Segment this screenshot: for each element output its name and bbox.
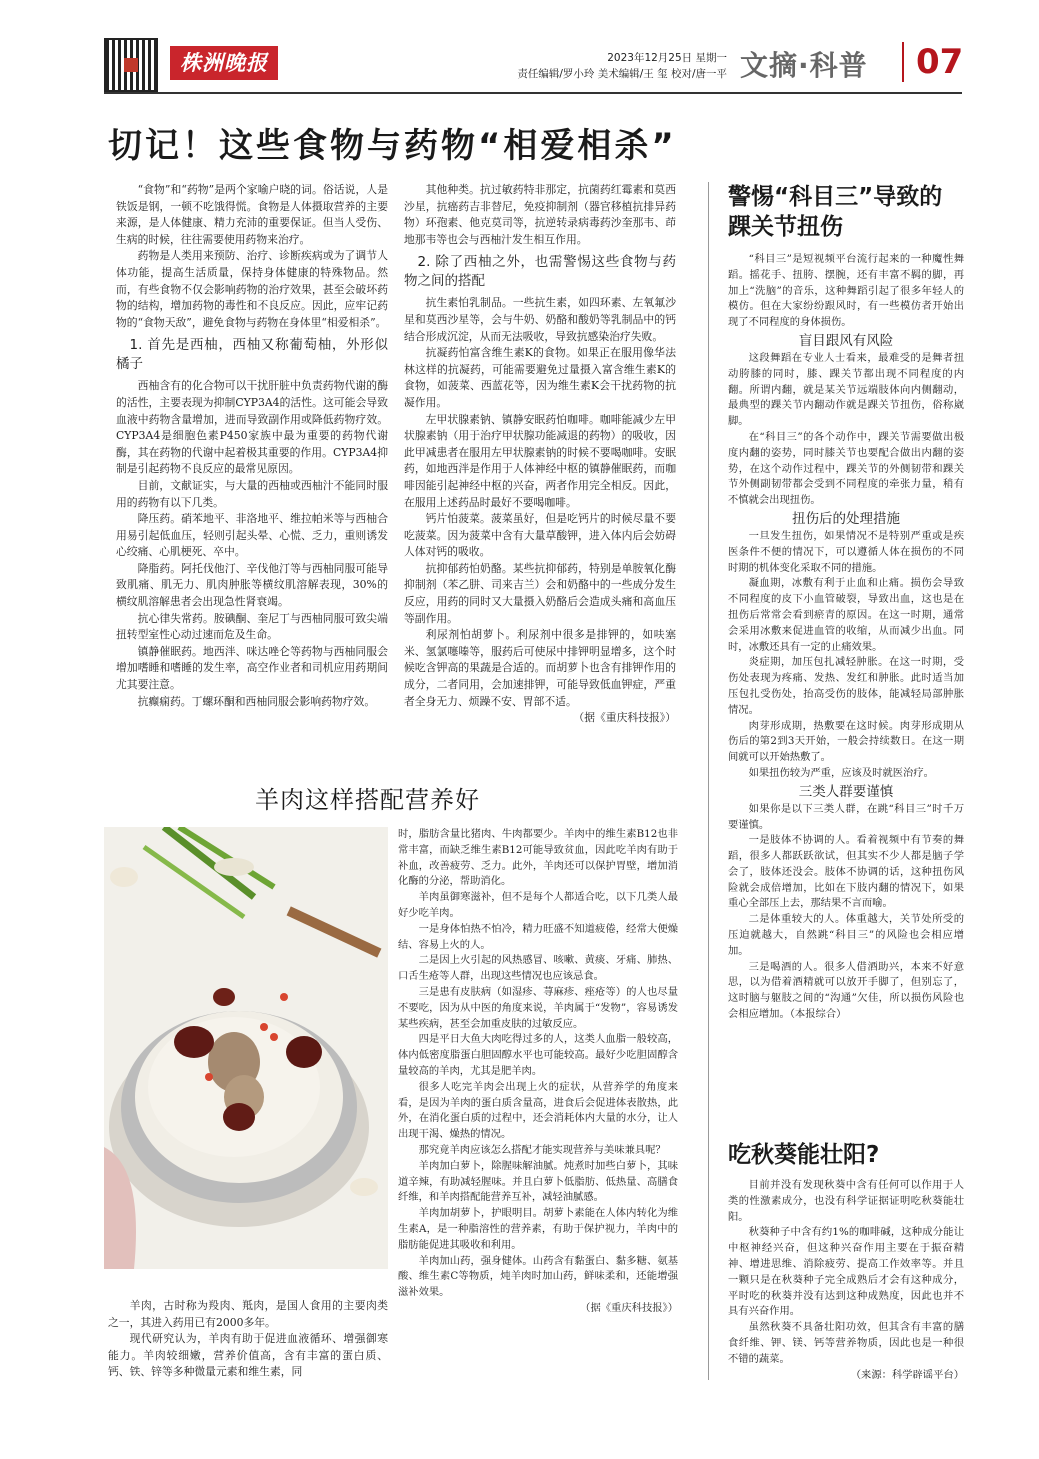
paragraph: 抗抑郁药怕奶酪。某些抗抑郁药，特别是单胺氧化酶抑制剂（苯乙肼、司来吉兰）会和奶酪中的一些成分发生反应，用药的同时又大量摄入奶酪后会造成头痛和高血压等副作用。 — [404, 561, 676, 625]
subheading: 盲目跟风有风险 — [798, 332, 894, 349]
editors-line: 责任编辑/罗小玲 美术编辑/王 玺 校对/唐一平 — [517, 68, 727, 80]
side-article-body — [728, 252, 964, 1023]
paragraph: 现代研究认为，羊肉有助于促进血液循环、增强御寒能力。羊肉较细嫩，营养价值高，含有丰富的蛋白质、钙、铁、锌等多种微量元素和维生素，同 — [108, 1332, 388, 1379]
lamb-article-right — [398, 827, 678, 1317]
paragraph: 炎症期，加压包扎减轻肿胀。在这一时期，受伤处表现为疼痛、发热、发红和肿胀。此时适当加压包扎受伤处，抬高受伤的肢体，能减轻局部肿胀情况。 — [728, 656, 964, 716]
paragraph: 羊肉加胡萝卜，护眼明目。胡萝卜素能在人体内转化为维生素A，是一种脂溶性的营养素，有助于保护视力，羊肉中的脂肪能促进其吸收和利用。 — [398, 1207, 678, 1251]
paragraph: 那究竟羊肉应该怎么搭配才能实现营养与美味兼具呢？ — [418, 1143, 666, 1156]
subheading: 扭伤后的处理措施 — [792, 510, 900, 527]
side-article-title: 警惕“科目三”导致的踝关节扭伤 — [728, 184, 943, 240]
paragraph: 目前，文献证实，与大量的西柚或西柚汁不能同时服用的药物有以下几类。 — [116, 478, 388, 509]
main-article-col2 — [404, 182, 676, 727]
lamb-soup-illustration — [104, 827, 388, 1269]
source-note: （据《重庆科技报》） — [580, 1301, 678, 1314]
main-article-title: 切记！这些食物与药物“相爱相杀” — [108, 126, 677, 166]
source-note: （据《重庆科技报》） — [573, 711, 676, 725]
main-article-col1 — [116, 182, 388, 710]
lamb-article-title: 羊肉这样搭配营养好 — [255, 786, 480, 814]
paragraph: 抗癫痫药。丁螺环酮和西柚同服会影响药物疗效。 — [137, 694, 376, 708]
paragraph: 羊肉虽御寒滋补，但不是每个人都适合吃，以下几类人最好少吃羊肉。 — [398, 891, 678, 919]
paragraph: 一旦发生扭伤，如果情况不是特别严重或是疾医条件不便的情况下，可以遵循人体在损伤的不同时期的机体变化采取不同的措施。 — [728, 529, 964, 574]
header-divider — [104, 92, 962, 94]
newspaper-logo: 株洲晚报 — [170, 46, 278, 80]
paragraph: 利尿剂怕胡萝卜。利尿剂中很多是排钾的，如呋塞米、氢氯噻嗪等，服药后可使尿中排钾明显增多，这个时候吃含钾高的果蔬是合适的。而胡萝卜也含有排钾作用的成分，二者同用，会加速排钾，可能导致低血钾症，严重者全身无力、烦躁不安、胃部不适。 — [404, 628, 676, 708]
paragraph: 目前并没有发现秋葵中含有任何可以作用于人类的性激素成分，也没有科学证据证明吃秋葵能壮阳。 — [728, 1179, 964, 1223]
paragraph: 抗凝药怕富含维生素K的食物。如果正在服用像华法林这样的抗凝药，可能需要避免过量摄入富含维生素K的食物，如菠菜、西蓝花等，因为维生素K会干扰药物的抗凝作用。 — [404, 346, 676, 409]
date-line: 2023年12月25日 星期一 — [607, 52, 727, 64]
paragraph: 时，脂肪含量比猪肉、牛肉都要少。羊肉中的维生素B12也非常丰富，而缺乏维生素B12可能导致贫血，因此吃羊肉有助于补血，改善疲劳、乏力。此外，羊肉还可以保护胃壁，增加消化酶的分泌，帮助消化。 — [398, 828, 678, 888]
paragraph: 在“科目三”的各个动作中，踝关节需要做出极度内翻的姿势，同时膝关节也要配合做出内翻的姿势，在这个动作过程中，踝关节的外侧韧带和踝关节外侧副韧带都会受到不同程度的牵张力量，稍有不慎就会出现扭伤。 — [728, 430, 964, 507]
paragraph: 一是身体怕热不怕冷，精力旺盛不知道疲倦，经常大便燥结、容易上火的人。 — [398, 922, 678, 951]
paragraph: 羊肉加白萝卜，除腥味解油腻。炖煮时加些白萝卜，其味道辛辣，有助减轻腥味。并且白萝卜低脂肪、低热量、高膳食纤维，和羊肉搭配能营养互补，减轻油腻感。 — [398, 1159, 678, 1204]
lamb-article-left — [108, 1298, 388, 1381]
column-divider — [708, 182, 709, 1380]
paragraph: 三是患有皮肤病（如湿疹、荨麻疹、痤疮等）的人也尽量不要吃，因为从中医的角度来说，羊肉属于“发物”，容易诱发某些疾病，甚至会加重皮肤的过敏反应。 — [398, 985, 678, 1030]
subheading: 1. 首先是西柚，西柚又称葡萄柚，外形似橘子 — [116, 337, 388, 373]
source-note: （来源：科学辟谣平台） — [850, 1368, 964, 1381]
paragraph: 四是平日大鱼大肉吃得过多的人，这类人血脂一般较高，体内低密度脂蛋白胆固醇水平也可能较高。最好少吃胆固醇含量较高的羊肉，尤其是肥羊肉。 — [398, 1033, 678, 1077]
paragraph: 羊肉，古时称为羖肉、羝肉，是国人食用的主要肉类之一，其进入药用已有2000多年。 — [108, 1299, 388, 1329]
paragraph: 药物是人类用来预防、治疗、诊断疾病或为了调节人体功能，提高生活质量，保持身体健康的特殊物品。然而，有些食物不仅会影响药物的治疗效果，甚至会破坏药物的结构，增加药物的毒性和不良反应。因此，应牢记药物的“食物天敌”，避免食物与药物在身体里“相爱相杀”。 — [116, 249, 388, 329]
paragraph: 降脂药。阿托伐他汀、辛伐他汀等与西柚同服可能导致肌痛、肌无力、肌肉肿胀等横纹肌溶解表现，30%的横纹肌溶解患者会出现急性肾衰竭。 — [116, 561, 388, 609]
paragraph: 钙片怕菠菜。菠菜虽好，但是吃钙片的时候尽量不要吃菠菜。因为菠菜中含有大量草酸钾，进入体内后会妨碍人体对钙的吸收。 — [404, 512, 676, 559]
paragraph: 如果扭伤较为严重，应该及时就医治疗。 — [748, 766, 934, 779]
paragraph: 很多人吃完羊肉会出现上火的症状，从营养学的角度来看，是因为羊肉的蛋白质含量高，进食后会促进体表散热，此外，在消化蛋白质的过程中，还会消耗体内大量的水分，让人出现干渴、燥热的情况。 — [398, 1080, 678, 1141]
paragraph: 羊肉加山药，强身健体。山药含有黏蛋白、黏多糖、氨基酸、维生素C等物质，炖羊肉时加山药，鲜味柔和，还能增强滋补效果。 — [398, 1254, 678, 1299]
paragraph: “食物”和“药物”是两个家喻户晓的词。俗话说，人是铁饭是钢，一顿不吃饿得慌。食物是人体摄取营养的主要来源，是人体健康、精力充沛的重要保证。但当人受伤、生病的时候，往往需要使用药物来治疗。 — [116, 183, 388, 246]
paragraph: 二是体重较大的人。体重越大，关节处所受的压迫就越大，自然跳“科目三”的风险也会相应增加。 — [728, 913, 964, 957]
paragraph: 如果你是以下三类人群，在跳“科目三”时千万要谨慎。 — [728, 802, 964, 831]
subheading: 2. 除了西柚之外，也需警惕这些食物与药物之间的搭配 — [404, 254, 676, 290]
paragraph: 虽然秋葵不具备壮阳功效，但其含有丰富的膳食纤维、钾、镁、钙等营养物质，因此也是一种很不错的蔬菜。 — [728, 1321, 964, 1365]
page-number: 07 — [902, 42, 963, 82]
paragraph: 秋葵种子中含有约1%的咖啡碱，这种成分能让中枢神经兴奋，但这种兴奋作用主要在于振奋精神、增进思维、消除疲劳、提高工作效率等。并且一颗只是在秋葵种子完全成熟后才会有这种成分，平时吃的秋葵并没有达到这种成熟度，因此也并不具有兴奋作用。 — [728, 1226, 964, 1318]
lamb-soup-photo — [104, 827, 388, 1269]
paragraph: 左甲状腺素钠、镇静安眠药怕咖啡。咖啡能减少左甲状腺素钠（用于治疗甲状腺功能减退的药物）的吸收，因此甲减患者在服用左甲状腺素钠的时候不要喝咖啡。安眠药，如地西泮是作用于人体神经中枢的镇静催眠药，而咖啡因能引起神经中枢的兴奋，两者作用完全相反。因此，在服用上述药品时最好不要喝咖啡。 — [404, 412, 676, 509]
paragraph: 三是喝酒的人。很多人借酒助兴，本来不好意思，以为借着酒精就可以放开手脚了，但别忘了，这时脑与躯肢之间的“沟通”欠佳，所以损伤风险也会相应增加。（本报综合） — [728, 960, 964, 1021]
paragraph: 其他种类。抗过敏药特非那定，抗菌药红霉素和莫西沙星，抗癌药吉非替尼，免疫抑制剂（器官移植抗排异药物）环孢素、他克莫司等，抗逆转录病毒药沙奎那韦、茚地那韦等也会与西柚汁发生相互作用。 — [404, 183, 676, 246]
okra-article-title: 吃秋葵能壮阳? — [728, 1142, 880, 1168]
section-title: 文摘·科普 — [740, 49, 868, 82]
paragraph: “科目三”是短视频平台流行起来的一种魔性舞蹈。摇花手、扭胯、摆腕，还有丰富不羁的脚，再加上“洗脑”的音乐，这种舞蹈引起了很多年轻人的模仿。但在大家纷纷跟风时，有一些模仿者开始出现了不同程度的身体损伤。 — [728, 253, 964, 329]
paragraph: 一是肢体不协调的人。看着视频中有节奏的舞蹈，很多人都跃跃欲试，但其实不少人都是脑子学会了，肢体还没会。肢体不协调的话，这种扭伤风险就会成倍增加，比如在下肢内翻的情况下，如果重心全部压上去，那结果不言而喻。 — [728, 834, 964, 910]
header-meta — [517, 50, 727, 82]
okra-article-body — [728, 1178, 964, 1383]
paragraph: 镇静催眠药。地西泮、咪达唑仑等药物与西柚同服会增加嗜睡和嗜睡的发生率，高空作业者和司机应用药期间尤其要注意。 — [116, 644, 388, 692]
paragraph: 抗心律失常药。胺碘酮、奎尼丁与西柚同服可致尖端扭转型室性心动过速而危及生命。 — [116, 611, 388, 642]
subheading: 三类人群要谨慎 — [798, 783, 894, 800]
paragraph: 抗生素怕乳制品。一些抗生素，如四环素、左氧氟沙星和莫西沙星等，会与牛奶、奶酪和酸奶等乳制品中的钙结合形成沉淀，从而无法吸收，导致抗感染治疗失败。 — [404, 296, 676, 343]
qr-code — [104, 38, 158, 92]
paragraph: 西柚含有的化合物可以干扰肝脏中负责药物代谢的酶的活性，主要表现为抑制CYP3A4的活性。这可能会导致血液中药物含量增加，进而导致副作用或降低药物疗效。CYP3A4是细胞色素P450家族中最为重要的药物代谢酶，其在药物的代谢中起着极其重要的作用。CYP3A4抑制是引起药物不良反应的最常见原因。 — [116, 379, 388, 476]
paragraph: 凝血期，冰敷有利于止血和止痛。损伤会导致不同程度的皮下小血管破裂，导致出血，这也是在扭伤后常常会看到瘀青的原因。在这一时期，通常会采用冰敷来促进血管的收缩，从而减少出血。同时，冰敷还具有一定的止痛效果。 — [728, 577, 964, 653]
paragraph: 肉芽形成期，热敷要在这时候。肉芽形成期从伤后的第2到3天开始，一般会持续数日。在这一期间就可以开始热敷了。 — [728, 719, 964, 764]
paragraph: 这段舞蹈在专业人士看来，最难受的是舞者扭动胯膝的同时，膝、踝关节都出现不同程度的内翻。所谓内翻，就是某关节远端肢体向内侧翻动，最典型的踝关节内翻动作就是踝关节扭伤，俗称崴脚。 — [728, 351, 964, 428]
paragraph: 二是因上火引起的风热感冒、咳嗽、黄痰、牙痛、肺热、口舌生疮等人群，出现这些情况也应该忌食。 — [398, 954, 678, 983]
paragraph: 降压药。硝苯地平、非洛地平、维拉帕米等与西柚合用易引起低血压，轻则引起头晕、心慌、乏力，重则诱发心绞痛、心肌梗死、卒中。 — [116, 512, 388, 559]
